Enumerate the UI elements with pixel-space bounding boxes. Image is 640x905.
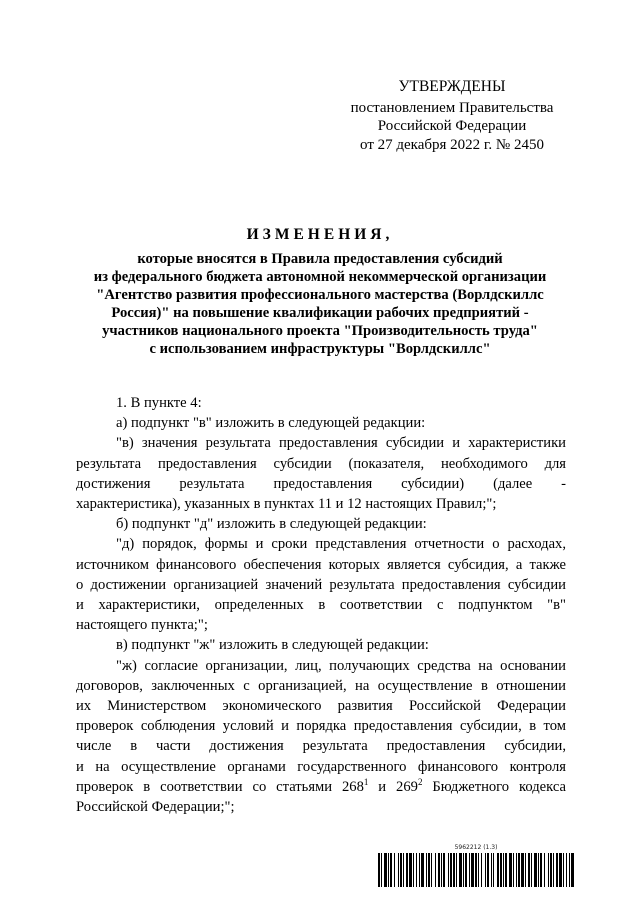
document-body xyxy=(76,393,566,817)
paragraph-text-line: характеристика), указанных в пунктах 11 и 12 настоящих Правил;"; xyxy=(76,496,497,513)
paragraph-text-line: "в) значения результата предоставления субсидии и характеристики xyxy=(116,435,566,452)
barcode-image xyxy=(378,853,574,887)
subtitle-line: из федерального бюджета автономной некоммерческой организации xyxy=(93,269,547,285)
document-title: ИЗМЕНЕНИЯ, xyxy=(246,226,394,243)
superscript: 2 xyxy=(417,777,423,787)
paragraph-item-1: 1. В пункте 4: xyxy=(116,395,202,411)
paragraph-subitem-a: а) подпункт "в" изложить в следующей редакции: xyxy=(116,415,426,432)
paragraph-text-line: настоящего пункта;"; xyxy=(76,617,208,634)
paragraph-text-line: их Министерством экономического развития Российской Федерации xyxy=(76,698,566,715)
paragraph-subitem-c: в) подпункт "ж" изложить в следующей редакции: xyxy=(116,637,429,654)
paragraph-text-line: "ж) согласие организации, лиц, получающих средства на основании xyxy=(116,657,566,674)
paragraph-text-line: Российской Федерации;"; xyxy=(76,799,235,816)
paragraph-text-line: и на осуществление органами государственного финансового контроля xyxy=(76,758,566,775)
barcode-block xyxy=(378,844,574,887)
subtitle-line: которые вносятся в Правила предоставления субсидий xyxy=(137,251,503,267)
paragraph-subitem-b: б) подпункт "д" изложить в следующей редакции: xyxy=(116,516,427,533)
approval-line-2: Российской Федерации xyxy=(377,118,527,134)
paragraph-text-line: источником финансового обеспечения которых является субсидия, а также xyxy=(76,556,566,573)
document-subtitle xyxy=(60,250,580,358)
paragraph-text-line: достижения результата предоставления субсидии) (далее - xyxy=(76,475,566,492)
barcode-number: 5962212 (1.3) xyxy=(454,844,498,851)
text-fragment: и 269 xyxy=(368,778,418,795)
paragraph-text-line: договоров, заключенных с организацией, на осуществление в отношении xyxy=(76,677,566,694)
paragraph-text-line-with-superscripts xyxy=(76,777,566,797)
text-fragment: проверок в соответствии со статьями 268 xyxy=(76,778,364,795)
approval-block xyxy=(336,78,568,154)
approval-line-3: от 27 декабря 2022 г. № 2450 xyxy=(360,136,544,153)
approval-line-1: постановлением Правительства xyxy=(350,99,554,116)
paragraph-text-line: о достижении организацией значений результата предоставления субсидии xyxy=(76,576,566,593)
paragraph-text-line: результата предоставления субсидии (показателя, необходимого для xyxy=(76,455,566,472)
paragraph-text-line: и характеристики, определенных в соответствии с подпунктом "в" xyxy=(76,597,566,614)
paragraph-text-line: числе в части достижения результата предоставления субсидии, xyxy=(76,738,566,755)
paragraph-text-line: "д) порядок, формы и сроки представления отчетности о расходах, xyxy=(116,536,566,553)
subtitle-line: "Агентство развития профессионального мастерства (Ворлдскиллс xyxy=(96,287,544,303)
approval-heading: УТВЕРЖДЕНЫ xyxy=(398,78,506,95)
subtitle-line: участников национального проекта "Производительность труда" xyxy=(102,323,538,339)
superscript: 1 xyxy=(363,777,369,787)
paragraph-text-line: проверок соблюдения условий и порядка предоставления субсидии, в том xyxy=(76,718,566,735)
text-fragment: Бюджетного кодекса xyxy=(422,778,566,795)
subtitle-line: с использованием инфраструктуры "Ворлдскиллс" xyxy=(149,341,491,357)
subtitle-line: Россия)" на повышение квалификации рабочих предприятий - xyxy=(111,305,529,321)
